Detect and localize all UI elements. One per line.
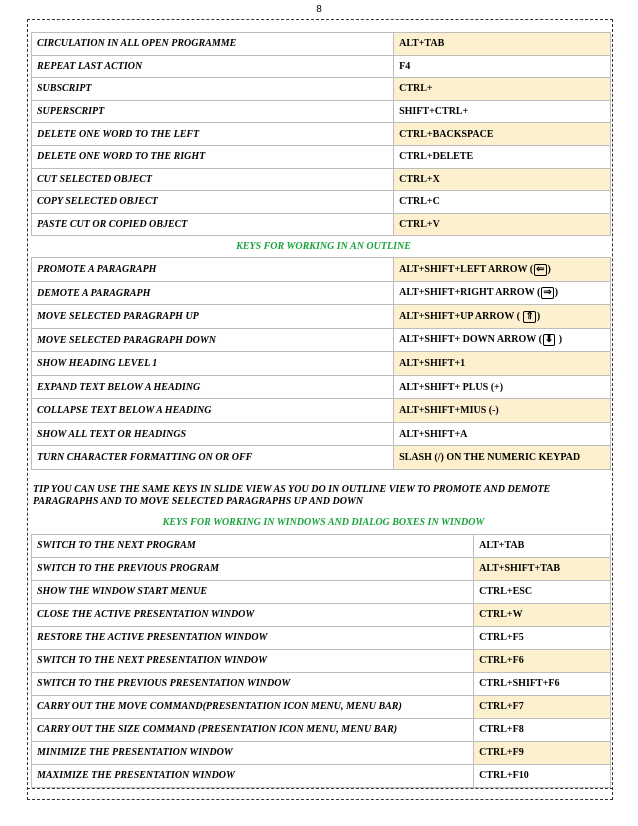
shortcut-keys-end: ): [556, 334, 563, 346]
shortcut-description: MOVE SELECTED PARAGRAPH UP: [32, 305, 394, 329]
shortcut-keys: CTRL+DELETE: [394, 145, 611, 168]
table-row: [32, 603, 611, 626]
shortcut-keys: CTRL+F8: [474, 718, 611, 741]
shortcut-description: COLLAPSE TEXT BELOW A HEADING: [32, 399, 394, 423]
shortcut-keys: CTRL+F9: [474, 741, 611, 764]
shortcut-description: MAXIMIZE THE PRESENTATION WINDOW: [32, 764, 474, 787]
shortcut-description: CARRY OUT THE MOVE COMMAND(PRESENTATION ICON MENU, MENU BAR): [32, 695, 474, 718]
shortcut-keys-end: ): [547, 263, 551, 275]
left-arrow-icon: ⇐: [536, 263, 545, 275]
shortcut-keys: ALT+SHIFT+TAB: [474, 557, 611, 580]
table-row: [32, 33, 611, 56]
page-border-bottom: [27, 788, 613, 789]
shortcut-description: CIRCULATION IN ALL OPEN PROGRAMME: [32, 33, 394, 56]
shortcut-description: SWITCH TO THE NEXT PRESENTATION WINDOW: [32, 649, 474, 672]
table-row: [32, 764, 611, 787]
table-row: [32, 213, 611, 236]
shortcut-keys-text: ALT+SHIFT+LEFT ARROW (: [399, 263, 534, 275]
shortcut-keys: ALT+SHIFT+ PLUS (+): [394, 375, 611, 399]
table-row: [32, 741, 611, 764]
table-row: [32, 375, 611, 399]
shortcut-keys: [394, 305, 611, 329]
table-row: [32, 191, 611, 214]
shortcut-keys: CTRL+X: [394, 168, 611, 191]
shortcut-keys: CTRL+F7: [474, 695, 611, 718]
shortcut-keys: SHIFT+CTRL+: [394, 100, 611, 123]
table-row: [32, 258, 611, 282]
shortcut-description: SHOW THE WINDOW START MENUE: [32, 580, 474, 603]
table-row: [32, 626, 611, 649]
shortcut-keys: ALT+TAB: [474, 534, 611, 557]
table-row: [32, 580, 611, 603]
shortcut-description: SUBSCRIPT: [32, 78, 394, 101]
table-row: [32, 55, 611, 78]
shortcut-keys-end: ): [554, 287, 559, 299]
table-row: [32, 534, 611, 557]
shortcut-description: DELETE ONE WORD TO THE LEFT: [32, 123, 394, 146]
table-row: [32, 557, 611, 580]
shortcut-description: SHOW ALL TEXT OR HEADINGS: [32, 422, 394, 446]
shortcut-keys: CTRL+SHIFT+F6: [474, 672, 611, 695]
shortcut-keys: CTRL+BACKSPACE: [394, 123, 611, 146]
shortcut-keys: CTRL+W: [474, 603, 611, 626]
shortcut-description: EXPAND TEXT BELOW A HEADING: [32, 375, 394, 399]
page-number: 8: [316, 4, 322, 15]
shortcut-keys: CTRL+: [394, 78, 611, 101]
shortcut-description: SUPERSCRIPT: [32, 100, 394, 123]
table-row: [32, 78, 611, 101]
shortcut-keys: CTRL+F5: [474, 626, 611, 649]
shortcut-description: MOVE SELECTED PARAGRAPH DOWN: [32, 328, 394, 352]
down-arrow-icon: ⬇: [544, 334, 554, 346]
shortcut-keys: ALT+SHIFT+A: [394, 422, 611, 446]
shortcut-keys-end: ): [536, 310, 541, 322]
shortcut-description: PROMOTE A PARAGRAPH: [32, 258, 394, 282]
section-heading-outline: KEYS FOR WORKING IN AN OUTLINE: [32, 236, 611, 258]
shortcut-keys-text: ALT+SHIFT+UP ARROW (: [399, 310, 523, 322]
shortcut-keys: [394, 281, 611, 305]
table-row: [32, 123, 611, 146]
right-arrow-icon: ⇒: [543, 287, 552, 299]
table-row: [32, 145, 611, 168]
shortcut-description: RESTORE THE ACTIVE PRESENTATION WINDOW: [32, 626, 474, 649]
shortcut-keys: CTRL+ESC: [474, 580, 611, 603]
shortcut-keys: F4: [394, 55, 611, 78]
table-row: [32, 399, 611, 423]
section-heading-windows: KEYS FOR WORKING IN WINDOWS AND DIALOG BOXES IN WINDOW: [32, 512, 611, 534]
table-row: [32, 718, 611, 741]
shortcut-description: DELETE ONE WORD TO THE RIGHT: [32, 145, 394, 168]
table-row: [32, 672, 611, 695]
shortcut-description: CARRY OUT THE SIZE COMMAND (PRESENTATION ICON MENU, MENU BAR): [32, 718, 474, 741]
table-row: [32, 352, 611, 376]
shortcuts-table-general: [31, 32, 611, 470]
shortcut-keys: CTRL+C: [394, 191, 611, 214]
table-row: [32, 168, 611, 191]
shortcut-keys: [394, 328, 611, 352]
shortcut-description: SWITCH TO THE PREVIOUS PRESENTATION WINDOW: [32, 672, 474, 695]
shortcut-keys: SLASH (/) ON THE NUMERIC KEYPAD: [394, 446, 611, 470]
shortcut-description: CLOSE THE ACTIVE PRESENTATION WINDOW: [32, 603, 474, 626]
table-row: [32, 100, 611, 123]
shortcut-description: COPY SELECTED OBJECT: [32, 191, 394, 214]
table-row: [32, 446, 611, 470]
shortcut-description: PASTE CUT OR COPIED OBJECT: [32, 213, 394, 236]
shortcut-description: MINIMIZE THE PRESENTATION WINDOW: [32, 741, 474, 764]
shortcut-keys: CTRL+F10: [474, 764, 611, 787]
table-row: [32, 695, 611, 718]
table-row: [32, 281, 611, 305]
shortcut-keys: ALT+TAB: [394, 33, 611, 56]
shortcut-keys: CTRL+F6: [474, 649, 611, 672]
shortcut-description: SWITCH TO THE NEXT PROGRAM: [32, 534, 474, 557]
table-row: [32, 328, 611, 352]
shortcuts-table-windows: [31, 512, 611, 788]
shortcut-keys: [394, 258, 611, 282]
table-row: [32, 422, 611, 446]
shortcut-keys-text: ALT+SHIFT+RIGHT ARROW (: [399, 287, 541, 299]
table-row: [32, 305, 611, 329]
shortcut-description: REPEAT LAST ACTION: [32, 55, 394, 78]
shortcut-description: TURN CHARACTER FORMATTING ON OR OFF: [32, 446, 394, 470]
shortcut-description: SHOW HEADING LEVEL 1: [32, 352, 394, 376]
tip-text: TIP YOU CAN USE THE SAME KEYS IN SLIDE VIEW AS YOU DO IN OUTLINE VIEW TO PROMOTE AND DEMOTE PARAGRAPHS AND TO MOVE SELECTED PARAGRAPHS UP AND DOWN: [33, 484, 551, 507]
shortcut-description: CUT SELECTED OBJECT: [32, 168, 394, 191]
shortcut-description: DEMOTE A PARAGRAPH: [32, 281, 394, 305]
table-row: [32, 649, 611, 672]
shortcut-keys: CTRL+V: [394, 213, 611, 236]
shortcut-keys-text: ALT+SHIFT+ DOWN ARROW (: [399, 334, 542, 346]
shortcut-keys: ALT+SHIFT+MIUS (-): [394, 399, 611, 423]
up-arrow-icon: ⇑: [525, 310, 534, 322]
shortcut-description: SWITCH TO THE PREVIOUS PROGRAM: [32, 557, 474, 580]
shortcut-keys: ALT+SHIFT+1: [394, 352, 611, 376]
